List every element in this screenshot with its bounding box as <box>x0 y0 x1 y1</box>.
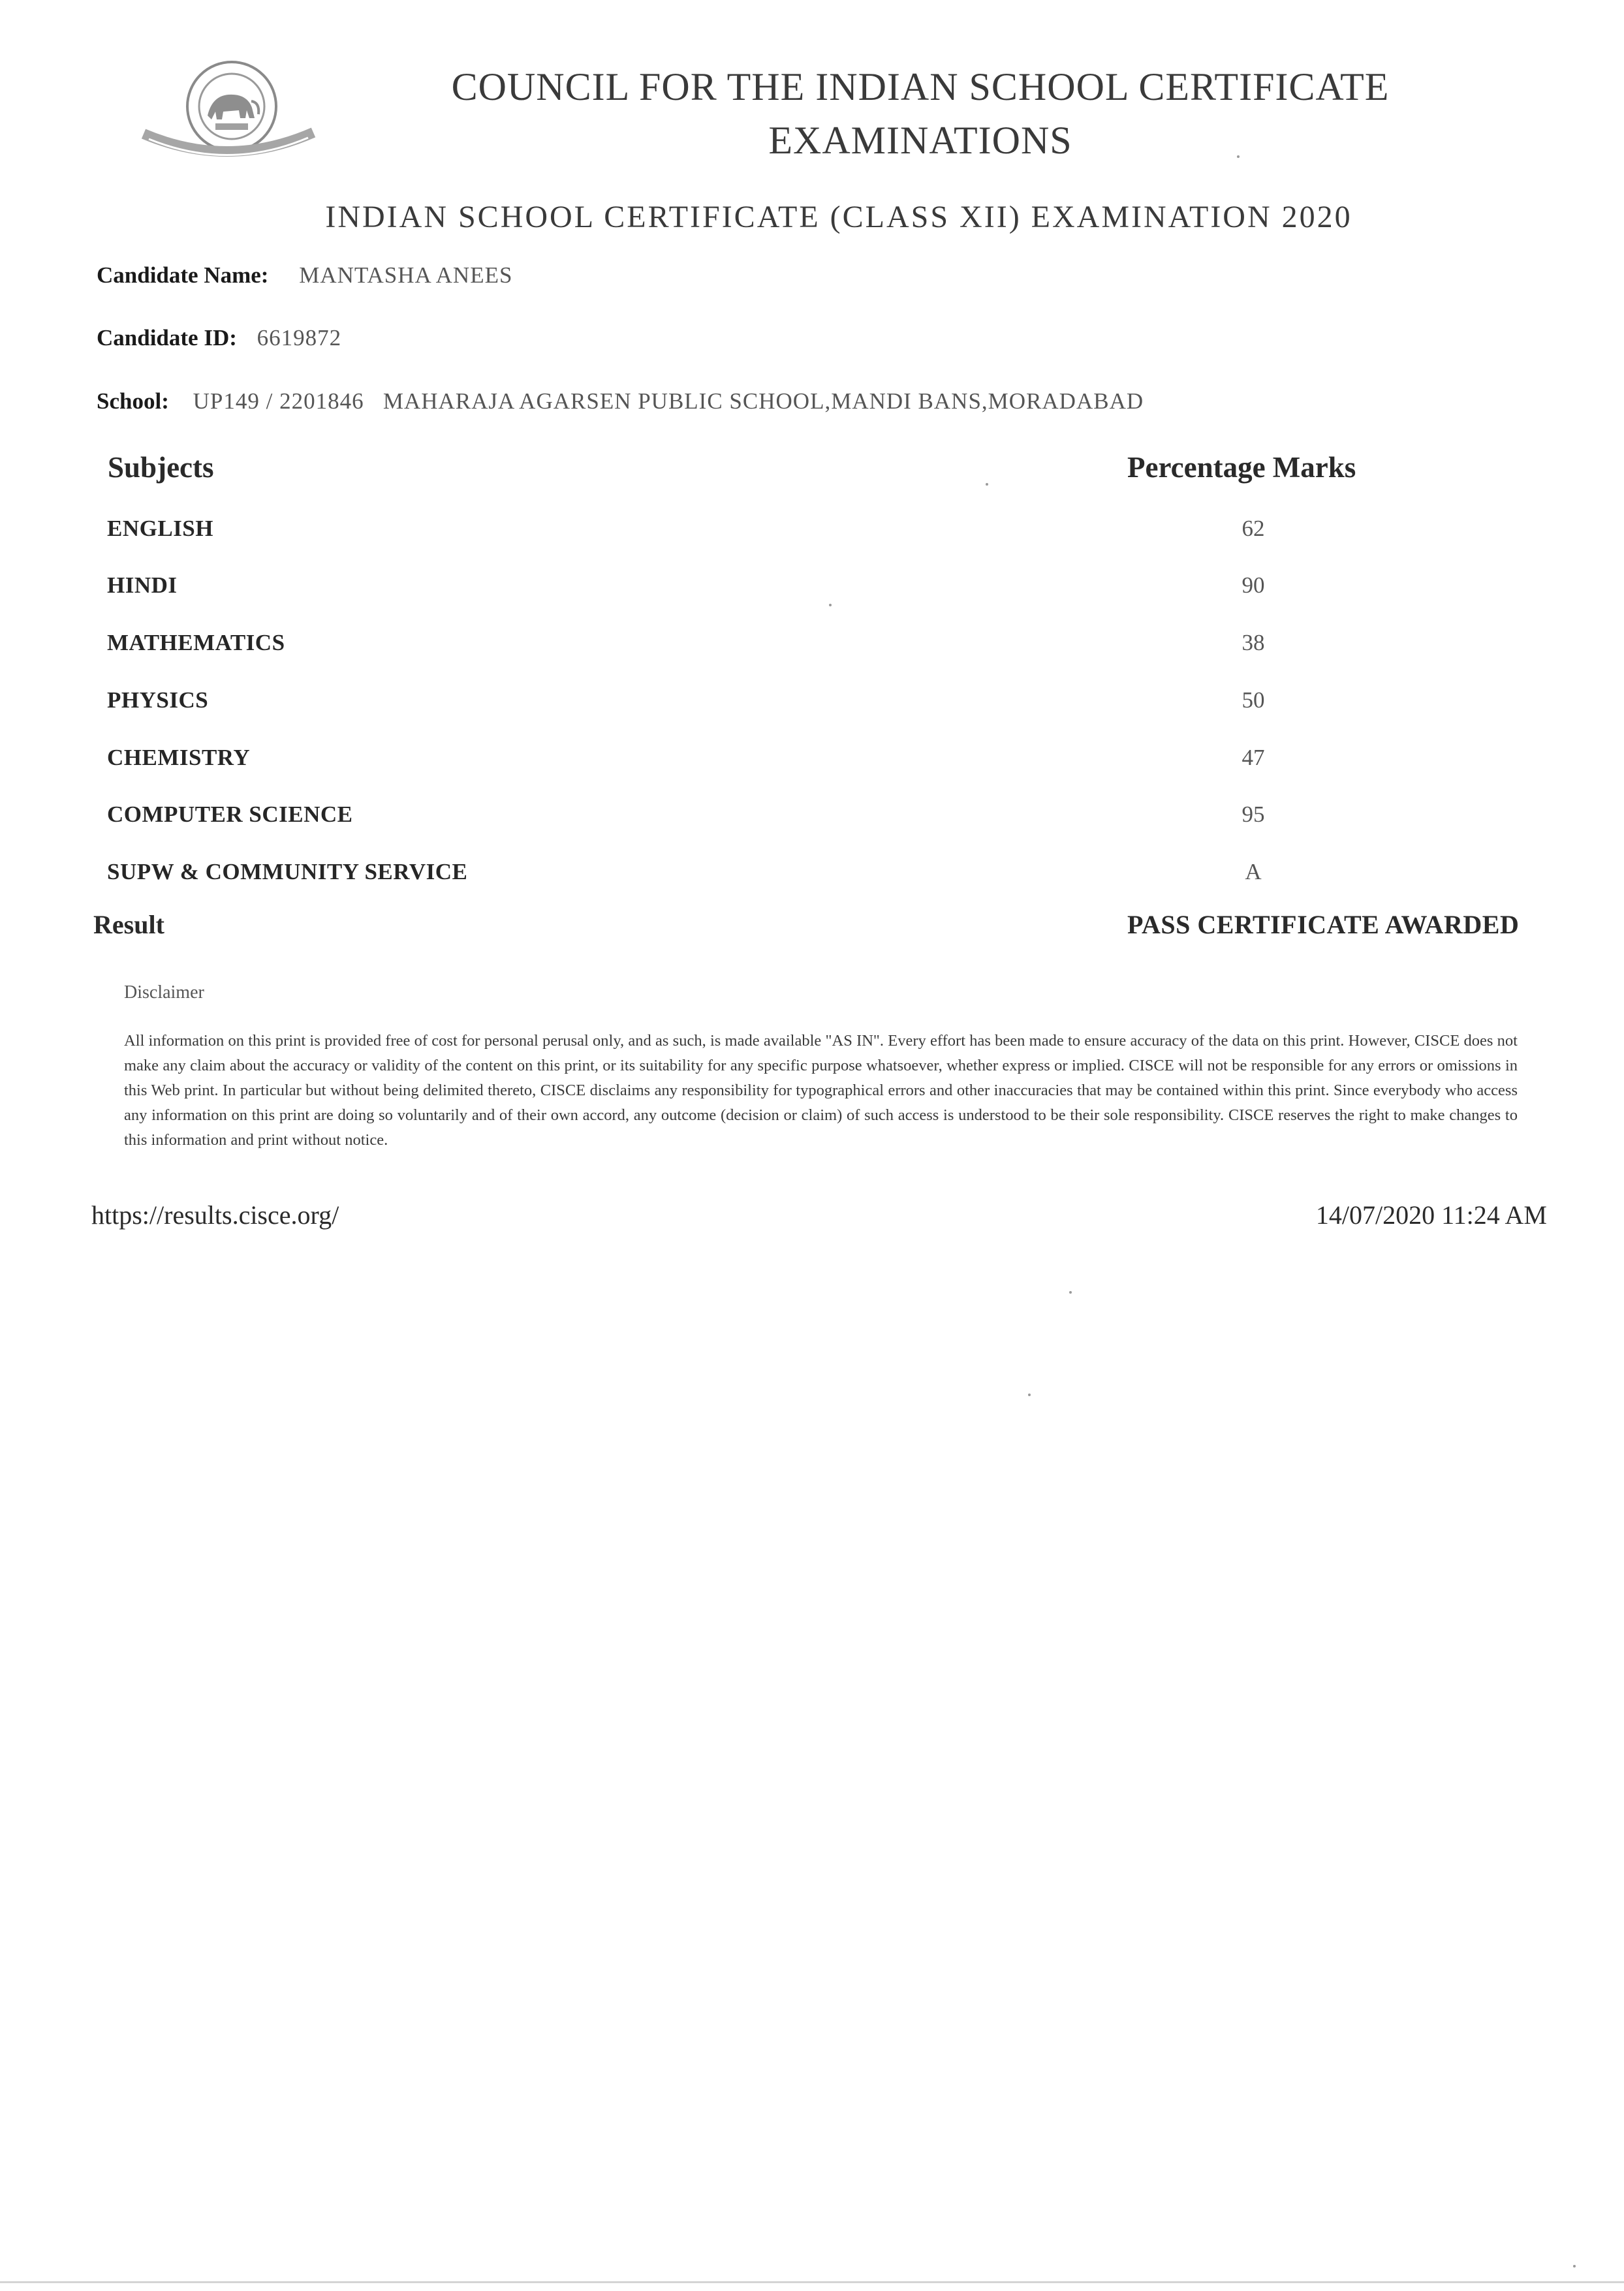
subject-mark: A <box>1245 859 1262 884</box>
results-url: https://results.cisce.org/ <box>91 1200 339 1230</box>
result-label: Result <box>93 910 164 939</box>
table-row <box>0 687 1624 726</box>
subjects-header: Subjects <box>108 451 214 484</box>
scan-speck <box>986 483 988 486</box>
scan-speck <box>1069 1291 1072 1294</box>
disclaimer-text: All information on this print is provided free of cost for personal perusal only, and as such, is made available "AS IN". Every effort has been made to ensure accuracy of the data on this print. However, CISCE does not make any claim about the accuracy or validity of the content on this print, or its suitability for any specific purpose whatsoever, whether express or implied. CISCE will not be responsible for any errors or omissions in this Web print. In particular but without being delimited thereto, CISCE disclaims any responsibility for typographical errors and other inaccuracies that may be contained within this print. Since everybody who access any information on this print are doing so voluntarily and of their own accord, any outcome (decision or claim) of such access is understood to be their sole responsibility. CISCE reserves the right to make changes to this information and print without notice. <box>124 1032 1518 1149</box>
council-title-line2: EXAMINATIONS <box>768 119 1072 162</box>
scan-edge-line <box>0 2281 1624 2283</box>
table-row <box>0 572 1624 612</box>
disclaimer-title: Disclaimer <box>124 982 204 1003</box>
subject-name: HINDI <box>107 572 178 598</box>
subject-mark: 38 <box>1241 630 1265 655</box>
result-value: PASS CERTIFICATE AWARDED <box>1127 910 1520 939</box>
candidate-name-label: Candidate Name: <box>97 262 269 288</box>
scan-speck <box>829 604 832 606</box>
cisce-emblem-icon <box>131 55 333 186</box>
table-row <box>0 630 1624 669</box>
council-title <box>366 60 1475 167</box>
school-value: UP149 / 2201846 MAHARAJA AGARSEN PUBLIC SCHOOL,MANDI BANS,MORADABAD <box>193 388 1144 414</box>
subject-name: SUPW & COMMUNITY SERVICE <box>107 859 468 884</box>
scan-speck <box>1237 155 1240 158</box>
subject-name: ENGLISH <box>107 516 213 541</box>
candidate-id-label: Candidate ID: <box>97 325 237 351</box>
candidate-id-value: 6619872 <box>257 325 342 351</box>
school-label: School: <box>97 388 169 414</box>
table-row <box>0 516 1624 555</box>
scan-speck <box>1573 2265 1576 2268</box>
subject-mark: 47 <box>1241 745 1265 770</box>
subject-mark: 95 <box>1241 802 1265 827</box>
subject-name: COMPUTER SCIENCE <box>107 802 353 827</box>
candidate-id-row <box>97 325 341 351</box>
scan-speck <box>1028 1394 1031 1396</box>
subject-name: MATHEMATICS <box>107 630 285 655</box>
table-row <box>0 745 1624 784</box>
subject-name: CHEMISTRY <box>107 745 251 770</box>
subject-name: PHYSICS <box>107 687 209 713</box>
subject-mark: 50 <box>1241 687 1265 713</box>
exam-title: INDIAN SCHOOL CERTIFICATE (CLASS XII) EXAMINATION 2020 <box>325 200 1352 234</box>
subject-mark: 62 <box>1241 516 1265 541</box>
table-row <box>0 859 1624 898</box>
candidate-name-row <box>97 262 512 288</box>
print-timestamp: 14/07/2020 11:24 AM <box>1315 1200 1547 1230</box>
school-row <box>97 388 1144 414</box>
subject-mark: 90 <box>1241 572 1265 598</box>
council-title-line1: COUNCIL FOR THE INDIAN SCHOOL CERTIFICATE <box>451 65 1390 108</box>
candidate-name-value: MANTASHA ANEES <box>299 262 513 288</box>
percentage-marks-header: Percentage Marks <box>1127 451 1356 484</box>
table-row <box>0 802 1624 841</box>
